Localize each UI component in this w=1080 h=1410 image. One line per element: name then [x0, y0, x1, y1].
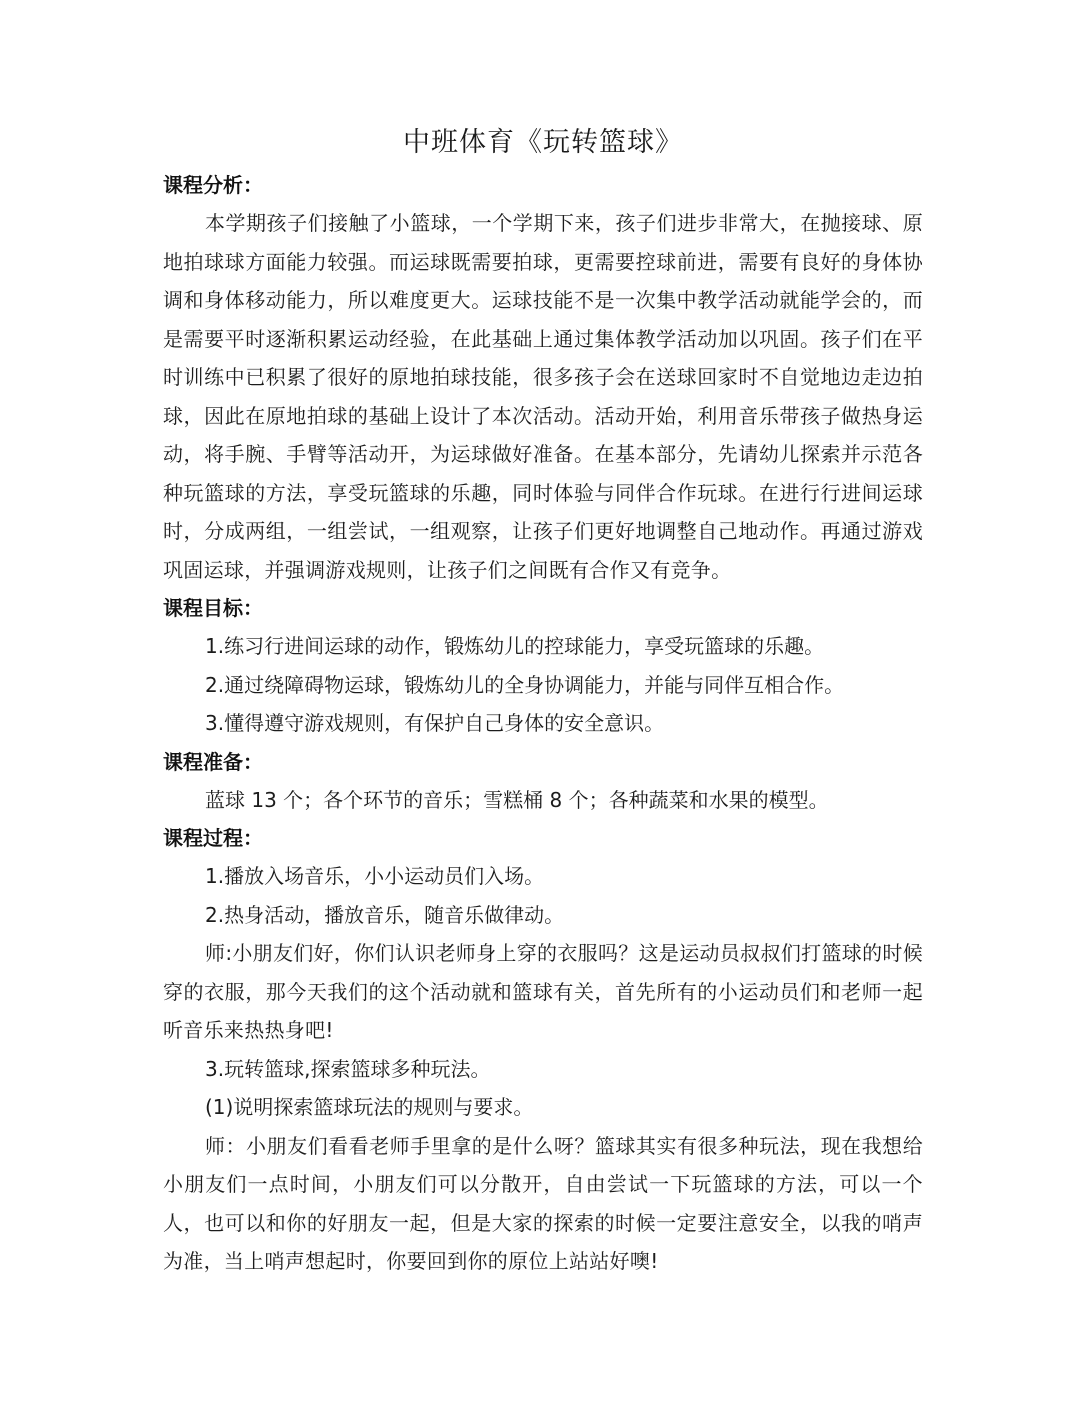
- process-step: 2.热身活动，播放音乐，随音乐做律动。: [205, 902, 565, 927]
- document-page: [163, 120, 923, 1281]
- goal-item: 2.通过绕障碍物运球，锻炼幼儿的全身协调能力，并能与同伴互相合作。: [205, 672, 845, 697]
- section-heading-process: 课程过程：: [163, 826, 263, 850]
- preparation-item: 蓝球 13 个；各个环节的音乐；雪糕桶 8 个；各种蔬菜和水果的模型。: [205, 787, 829, 812]
- goal-item: 1.练习行进间运球的动作，锻炼幼儿的控球能力，享受玩篮球的乐趣。: [205, 634, 825, 658]
- document-title: 中班体育《玩转篮球》: [403, 127, 683, 158]
- process-step: 3.玩转篮球,探索篮球多种玩法。: [205, 1056, 491, 1081]
- teacher-dialogue: 师:小朋友们好，你们认识老师身上穿的衣服吗？这是运动员叔叔们打篮球的时候穿的衣服，那今天我们的这个活动就和篮球有关，首先所有的小运动员们和老师一起听音乐来热热身吧!: [163, 941, 923, 1042]
- section-heading-analysis: 课程分析：: [163, 173, 263, 197]
- section-heading-goals: 课程目标：: [163, 596, 263, 620]
- goal-item: 3.懂得遵守游戏规则，有保护自己身体的安全意识。: [205, 711, 665, 735]
- section-heading-preparation: 课程准备：: [163, 749, 263, 774]
- process-substep: (1)说明探索篮球玩法的规则与要求。: [205, 1095, 534, 1119]
- analysis-paragraph: 本学期孩子们接触了小篮球，一个学期下来，孩子们进步非常大，在抛接球、原地拍球球方面能力较强。而运球既需要拍球，更需要控球前进，需要有良好的身体协调和身体移动能力，所以难度更大。运球技能不是一次集中教学活动就能学会的，而是需要平时逐渐积累运动经验，在此基础上通过集体教学活动加以巩固。孩子们在平时训练中已积累了很好的原地拍球技能，很多孩子会在送球回家时不自觉地边走边拍球，因此在原地拍球的基础上设计了本次活动。活动开始，利用音乐带孩子做热身运动，将手腕、手臂等活动开，为运球做好准备。在基本部分，先请幼儿探索并示范各种玩篮球的方法，享受玩篮球的乐趣，同时体验与同伴合作玩球。在进行行进间运球时，分成两组，一组尝试，一组观察，让孩子们更好地调整自己地动作。再通过游戏巩固运球，并强调游戏规则，让孩子们之间既有合作又有竞争。: [163, 211, 923, 582]
- process-step: 1.播放入场音乐，小小运动员们入场。: [205, 864, 545, 888]
- teacher-dialogue: 师：小朋友们看看老师手里拿的是什么呀？篮球其实有很多种玩法，现在我想给小朋友们一点时间，小朋友们可以分散开，自由尝试一下玩篮球的方法，可以一个人，也可以和你的好朋友一起，但是大家的探索的时候一定要注意安全，以我的哨声为准，当上哨声想起时，你要回到你的原位上站站好噢!: [163, 1133, 923, 1273]
